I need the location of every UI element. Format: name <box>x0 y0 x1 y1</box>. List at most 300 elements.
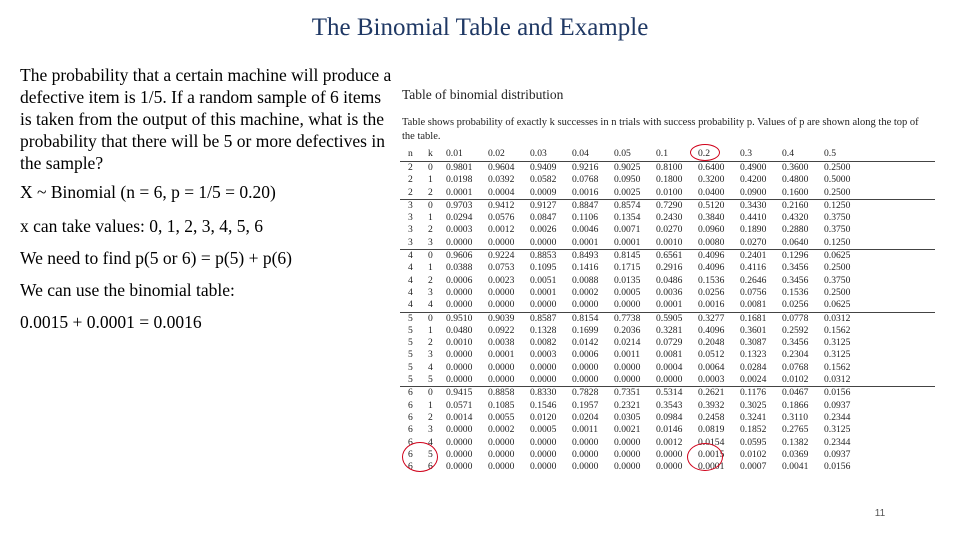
table-cell: 0.0005 <box>614 286 641 298</box>
table-cell: 0.0214 <box>614 337 641 349</box>
table-cell: 0.1382 <box>782 436 809 448</box>
table-cell: 0.6561 <box>656 250 683 262</box>
table-cell: 0.4116 <box>740 262 767 274</box>
problem-statement: The probability that a certain machine will produce a defective item is 1/5. If a random sample of 6 items is taken from the output of this machine, what is the probability that there will be 5 or more defectives in the sample? <box>20 65 392 173</box>
table-cell: 5 <box>408 361 413 373</box>
table-cell: 0.0000 <box>530 461 557 473</box>
table-cell: 0.7828 <box>572 387 599 399</box>
table-cell: 0.0467 <box>782 387 809 399</box>
table-cell: 0.0256 <box>698 286 725 298</box>
table-cell: 0.0305 <box>614 411 641 423</box>
table-cell: 0.3110 <box>782 411 809 423</box>
table-cell: 0.0001 <box>614 236 641 248</box>
table-cell: 0.3840 <box>698 212 725 224</box>
table-cell: 0.2500 <box>824 286 851 298</box>
table-row <box>400 337 935 349</box>
table-cell: 0.1250 <box>824 236 851 248</box>
values-step: x can take values: 0, 1, 2, 3, 4, 5, 6 <box>20 216 264 236</box>
table-cell: 0.0023 <box>488 274 515 286</box>
table-cell: 0.9415 <box>446 387 473 399</box>
table-row <box>400 400 935 412</box>
table-cell: 0.0001 <box>698 461 725 473</box>
table-cell: 0.4410 <box>740 212 767 224</box>
table-cell: 0.8100 <box>656 162 683 173</box>
table-cell: 0.0001 <box>572 236 599 248</box>
table-cell: 0.03 <box>530 148 547 159</box>
table-cell: 0.2500 <box>824 162 851 173</box>
table-cell: 0.0080 <box>698 236 725 248</box>
table-cell: 0.0000 <box>446 461 473 473</box>
table-cell: 0.0000 <box>446 436 473 448</box>
table-cell: 0.2304 <box>782 349 809 361</box>
table-cell: n <box>408 148 413 159</box>
table-cell: 0.0021 <box>614 424 641 436</box>
table-cell: 6 <box>408 448 413 460</box>
table-cell: 5 <box>408 312 413 324</box>
table-cell: 3 <box>408 224 413 236</box>
table-cell: 0.2321 <box>614 399 641 411</box>
table-title: Table of binomial distribution <box>402 87 564 102</box>
answer-step: 0.0015 + 0.0001 = 0.0016 <box>20 312 202 332</box>
table-cell: 0.0014 <box>446 411 473 423</box>
table-cell: 0.1328 <box>530 324 557 336</box>
table-row <box>400 449 935 461</box>
table-cell: 0.8853 <box>530 250 557 262</box>
table-step: We can use the binomial table: <box>20 280 235 300</box>
table-cell: 0 <box>428 250 433 262</box>
table-cell: 0.0392 <box>488 174 515 186</box>
p-0.2-header-highlight <box>690 144 720 161</box>
table-cell: 0.3200 <box>698 174 725 186</box>
table-cell: 0.0729 <box>656 337 683 349</box>
table-cell: 0.2344 <box>824 436 851 448</box>
table-cell: 3 <box>408 236 413 248</box>
table-cell: 0.0016 <box>572 186 599 198</box>
table-cell: 0.8154 <box>572 312 599 324</box>
table-cell: 0.0000 <box>530 236 557 248</box>
table-cell: 0.9801 <box>446 162 473 173</box>
table-cell: 0.0010 <box>446 337 473 349</box>
probability-step: We need to find p(5 or 6) = p(5) + p(6) <box>20 248 293 268</box>
table-cell: 0.4 <box>782 148 794 159</box>
table-cell: 0.3430 <box>740 199 767 211</box>
table-cell: 0.0000 <box>656 448 683 460</box>
table-cell: 0.1852 <box>740 424 767 436</box>
table-header-row <box>400 148 935 162</box>
table-description: Table shows probability of exactly k successes in n trials with success probability p. Values of p are shown along the top of the table. <box>402 117 919 142</box>
table-cell: 0.9412 <box>488 199 515 211</box>
table-cell: 0.0005 <box>530 424 557 436</box>
table-cell: 0.0000 <box>446 286 473 298</box>
table-cell: 0.2344 <box>824 411 851 423</box>
table-cell: 0.0001 <box>446 186 473 198</box>
table-cell: 0.6400 <box>698 162 725 173</box>
table-cell: 6 <box>428 461 433 473</box>
table-cell: 0.0000 <box>446 349 473 361</box>
table-cell: 0.0000 <box>614 436 641 448</box>
table-row <box>400 187 935 200</box>
table-cell: 0.0000 <box>488 374 515 386</box>
table-cell: 0.2592 <box>782 324 809 336</box>
table-cell: 0.0369 <box>782 448 809 460</box>
table-cell: 0.0778 <box>782 312 809 324</box>
table-cell: 0.8574 <box>614 199 641 211</box>
table-cell: 2 <box>428 224 433 236</box>
table-cell: 0.0102 <box>782 374 809 386</box>
table-row <box>400 299 935 312</box>
table-cell: 0.3281 <box>656 324 683 336</box>
table-cell: 0.0198 <box>446 174 473 186</box>
table-cell: 0.0026 <box>530 224 557 236</box>
table-cell: 0.1085 <box>488 399 515 411</box>
table-cell: 0.0000 <box>488 448 515 460</box>
table-cell: 5 <box>408 374 413 386</box>
table-row <box>400 224 935 236</box>
table-cell: 2 <box>408 186 413 198</box>
table-cell: 0.0000 <box>530 448 557 460</box>
table-cell: 0.0984 <box>656 411 683 423</box>
table-cell: 0.0012 <box>656 436 683 448</box>
table-cell: 0.1176 <box>740 387 767 399</box>
table-row <box>400 162 935 174</box>
table-cell: 0.0003 <box>446 224 473 236</box>
table-cell: 0.0000 <box>572 448 599 460</box>
table-cell: 0.5905 <box>656 312 683 324</box>
table-cell: 0.0010 <box>656 236 683 248</box>
table-cell: 0.0000 <box>614 448 641 460</box>
table-cell: 0.0055 <box>488 411 515 423</box>
table-cell: 0.2430 <box>656 212 683 224</box>
table-cell: 0.0024 <box>740 374 767 386</box>
table-cell: 0.3932 <box>698 399 725 411</box>
table-cell: 0.3601 <box>740 324 767 336</box>
table-cell: 0.1106 <box>572 212 599 224</box>
table-cell: 0.0204 <box>572 411 599 423</box>
table-cell: 0.0000 <box>572 436 599 448</box>
table-cell: 0.04 <box>572 148 589 159</box>
table-cell: 0.0900 <box>740 186 767 198</box>
table-cell: 0.5000 <box>824 174 851 186</box>
table-cell: 0.0753 <box>488 262 515 274</box>
table-cell: 0.0756 <box>740 286 767 298</box>
table-cell: 4 <box>408 286 413 298</box>
table-cell: 0.0012 <box>488 224 515 236</box>
table-cell: 1 <box>428 212 433 224</box>
table-cell: 0.0046 <box>572 224 599 236</box>
table-cell: 0.0400 <box>698 186 725 198</box>
table-cell: 0.2 <box>698 148 710 159</box>
table-cell: 0.3241 <box>740 411 767 423</box>
table-row <box>400 349 935 361</box>
page-number: 11 <box>874 508 886 519</box>
table-cell: 6 <box>408 461 413 473</box>
table-row <box>400 287 935 299</box>
table-cell: 3 <box>428 349 433 361</box>
table-cell: 0.1957 <box>572 399 599 411</box>
table-row <box>400 374 935 387</box>
table-cell: 0.3456 <box>782 262 809 274</box>
table-cell: 0.1562 <box>824 324 851 336</box>
table-cell: 0.0000 <box>572 461 599 473</box>
table-cell: 0.0000 <box>614 374 641 386</box>
table-cell: 0.0640 <box>782 236 809 248</box>
table-cell: 0.0950 <box>614 174 641 186</box>
table-cell: 0.0000 <box>446 299 473 311</box>
table-cell: 0.5 <box>824 148 836 159</box>
table-cell: 0.0480 <box>446 324 473 336</box>
table-row <box>400 212 935 224</box>
table-cell: 0.0051 <box>530 274 557 286</box>
table-cell: 0.0102 <box>740 448 767 460</box>
table-cell: 0.4096 <box>698 324 725 336</box>
table-cell: 0.0312 <box>824 312 851 324</box>
table-cell: 0.7290 <box>656 199 683 211</box>
table-cell: 0.0154 <box>698 436 725 448</box>
table-cell: 0.8493 <box>572 250 599 262</box>
table-cell: 5 <box>408 337 413 349</box>
table-cell: 4 <box>408 262 413 274</box>
table-row <box>400 461 935 473</box>
table-cell: 0.0016 <box>698 299 725 311</box>
table-cell: 1 <box>428 324 433 336</box>
table-row <box>400 262 935 274</box>
table-cell: 0.01 <box>446 148 463 159</box>
table-cell: 0.1536 <box>782 286 809 298</box>
table-cell: 0.0000 <box>446 448 473 460</box>
table-cell: 0.3456 <box>782 337 809 349</box>
table-cell: 0.0156 <box>824 461 851 473</box>
table-cell: 0.2500 <box>824 262 851 274</box>
table-cell: 0.7738 <box>614 312 641 324</box>
table-cell: 4 <box>428 299 433 311</box>
table-cell: 6 <box>408 424 413 436</box>
table-cell: 5 <box>428 448 433 460</box>
table-cell: 0.0007 <box>740 461 767 473</box>
table-cell: 0.4800 <box>782 174 809 186</box>
table-cell: 0 <box>428 312 433 324</box>
table-cell: 0.0000 <box>614 299 641 311</box>
table-cell: 6 <box>408 387 413 399</box>
table-cell: 0.0081 <box>740 299 767 311</box>
table-cell: 0.1699 <box>572 324 599 336</box>
table-cell: 0.1536 <box>698 274 725 286</box>
table-cell: 0.0937 <box>824 399 851 411</box>
table-cell: 0.3277 <box>698 312 725 324</box>
table-cell: 0.8330 <box>530 387 557 399</box>
table-cell: 0.0004 <box>656 361 683 373</box>
table-cell: 0.3087 <box>740 337 767 349</box>
table-row <box>400 275 935 287</box>
table-cell: 0.9127 <box>530 199 557 211</box>
table-cell: 0.3125 <box>824 349 851 361</box>
table-cell: 0.0156 <box>824 387 851 399</box>
table-cell: 6 <box>408 399 413 411</box>
table-cell: 0.0100 <box>656 186 683 198</box>
table-cell: k <box>428 148 433 159</box>
table-cell: 3 <box>408 212 413 224</box>
table-row <box>400 174 935 186</box>
table-cell: 0.0000 <box>656 461 683 473</box>
table-cell: 0.0512 <box>698 349 725 361</box>
table-cell: 0.0000 <box>530 299 557 311</box>
table-cell: 0.3750 <box>824 224 851 236</box>
table-cell: 0.0000 <box>530 361 557 373</box>
table-cell: 0.2048 <box>698 337 725 349</box>
table-cell: 0.3 <box>740 148 752 159</box>
table-cell: 0.0937 <box>824 448 851 460</box>
k-5-6-highlight <box>402 442 438 472</box>
table-cell: 0.2160 <box>782 199 809 211</box>
table-cell: 0.0146 <box>656 424 683 436</box>
table-cell: 0.1416 <box>572 262 599 274</box>
table-cell: 0.1250 <box>824 199 851 211</box>
table-cell: 2 <box>428 411 433 423</box>
table-cell: 0.0000 <box>446 361 473 373</box>
table-cell: 0.9216 <box>572 162 599 173</box>
table-cell: 0 <box>428 199 433 211</box>
table-cell: 0.0000 <box>530 374 557 386</box>
table-cell: 0.1323 <box>740 349 767 361</box>
table-cell: 0.0038 <box>488 337 515 349</box>
table-cell: 0.1095 <box>530 262 557 274</box>
table-cell: 0.0960 <box>698 224 725 236</box>
table-cell: 4 <box>408 250 413 262</box>
table-cell: 0.0003 <box>698 374 725 386</box>
table-cell: 0.0000 <box>614 361 641 373</box>
table-cell: 1 <box>428 399 433 411</box>
table-row <box>400 437 935 449</box>
table-cell: 0.0000 <box>488 286 515 298</box>
table-cell: 0.9604 <box>488 162 515 173</box>
table-cell: 0.5120 <box>698 199 725 211</box>
table-cell: 0.0582 <box>530 174 557 186</box>
table-cell: 0.0120 <box>530 411 557 423</box>
table-cell: 0.3125 <box>824 337 851 349</box>
table-cell: 0.9703 <box>446 199 473 211</box>
table-cell: 0.0006 <box>572 349 599 361</box>
table-cell: 4 <box>408 299 413 311</box>
table-row <box>400 313 935 325</box>
table-cell: 2 <box>408 162 413 173</box>
table-cell: 0.05 <box>614 148 631 159</box>
table-cell: 0.0270 <box>656 224 683 236</box>
table-cell: 0.0284 <box>740 361 767 373</box>
binomial-table-image <box>400 86 935 476</box>
table-cell: 3 <box>428 236 433 248</box>
table-cell: 0.0768 <box>572 174 599 186</box>
table-cell: 0.1562 <box>824 361 851 373</box>
table-cell: 0.2765 <box>782 424 809 436</box>
table-cell: 0.0000 <box>488 236 515 248</box>
table-cell: 4 <box>428 361 433 373</box>
table-cell: 0.0135 <box>614 274 641 286</box>
table-cell: 1 <box>428 262 433 274</box>
table-cell: 0.4320 <box>782 212 809 224</box>
table-cell: 0.4096 <box>698 262 725 274</box>
table-cell: 0.0000 <box>614 461 641 473</box>
table-cell: 0.0595 <box>740 436 767 448</box>
table-cell: 6 <box>408 436 413 448</box>
table-cell: 0.0000 <box>446 374 473 386</box>
table-cell: 0.3456 <box>782 274 809 286</box>
table-row <box>400 412 935 424</box>
table-cell: 0.0256 <box>782 299 809 311</box>
table-cell: 0.2916 <box>656 262 683 274</box>
table-cell: 0 <box>428 387 433 399</box>
table-cell: 0.1800 <box>656 174 683 186</box>
table-cell: 0.1296 <box>782 250 809 262</box>
table-cell: 0.0312 <box>824 374 851 386</box>
table-cell: 0.0088 <box>572 274 599 286</box>
table-row <box>400 237 935 250</box>
table-cell: 0.0003 <box>530 349 557 361</box>
table-cell: 0.2621 <box>698 387 725 399</box>
table-cell: 0.0000 <box>446 236 473 248</box>
table-cell: 0.3750 <box>824 212 851 224</box>
table-cell: 0.0002 <box>572 286 599 298</box>
table-cell: 0.2500 <box>824 186 851 198</box>
table-cell: 0.0625 <box>824 299 851 311</box>
table-cell: 5 <box>408 324 413 336</box>
table-cell: 0.3125 <box>824 424 851 436</box>
value-highlight <box>687 443 723 471</box>
table-cell: 0.2458 <box>698 411 725 423</box>
table-cell: 0.0002 <box>488 424 515 436</box>
table-cell: 0.0000 <box>656 374 683 386</box>
table-cell: 0.0388 <box>446 262 473 274</box>
table-cell: 0.0001 <box>530 286 557 298</box>
table-cell: 0.0000 <box>572 374 599 386</box>
table-cell: 0.5314 <box>656 387 683 399</box>
table-cell: 0.2036 <box>614 324 641 336</box>
table-cell: 0.0486 <box>656 274 683 286</box>
table-cell: 3 <box>428 424 433 436</box>
table-cell: 0.0011 <box>572 424 599 436</box>
table-cell: 0.1681 <box>740 312 767 324</box>
table-cell: 0.1 <box>656 148 668 159</box>
table-cell: 0.0000 <box>488 361 515 373</box>
table-cell: 0.8587 <box>530 312 557 324</box>
table-cell: 0.8858 <box>488 387 515 399</box>
table-cell: 3 <box>408 199 413 211</box>
table-cell: 0.0000 <box>572 299 599 311</box>
table-row <box>400 387 935 399</box>
table-cell: 0.3750 <box>824 274 851 286</box>
table-cell: 0.7351 <box>614 387 641 399</box>
table-cell: 2 <box>428 186 433 198</box>
table-row <box>400 325 935 337</box>
table-cell: 0.0001 <box>488 349 515 361</box>
table-row <box>400 362 935 374</box>
table-cell: 5 <box>428 374 433 386</box>
table-cell: 0.0001 <box>656 299 683 311</box>
table-cell: 0.1600 <box>782 186 809 198</box>
table-cell: 0.0768 <box>782 361 809 373</box>
table-cell: 0.0847 <box>530 212 557 224</box>
binomial-table <box>400 148 935 473</box>
distribution-step: X ~ Binomial (n = 6, p = 1/5 = 0.20) <box>20 182 276 202</box>
table-cell: 2 <box>428 337 433 349</box>
table-cell: 0.1866 <box>782 399 809 411</box>
table-cell: 0.1546 <box>530 399 557 411</box>
table-cell: 0.8145 <box>614 250 641 262</box>
table-cell: 0.0000 <box>572 361 599 373</box>
table-cell: 0.0000 <box>488 461 515 473</box>
table-cell: 0.0000 <box>488 436 515 448</box>
table-cell: 0.0270 <box>740 236 767 248</box>
table-cell: 0.9606 <box>446 250 473 262</box>
table-cell: 0 <box>428 162 433 173</box>
